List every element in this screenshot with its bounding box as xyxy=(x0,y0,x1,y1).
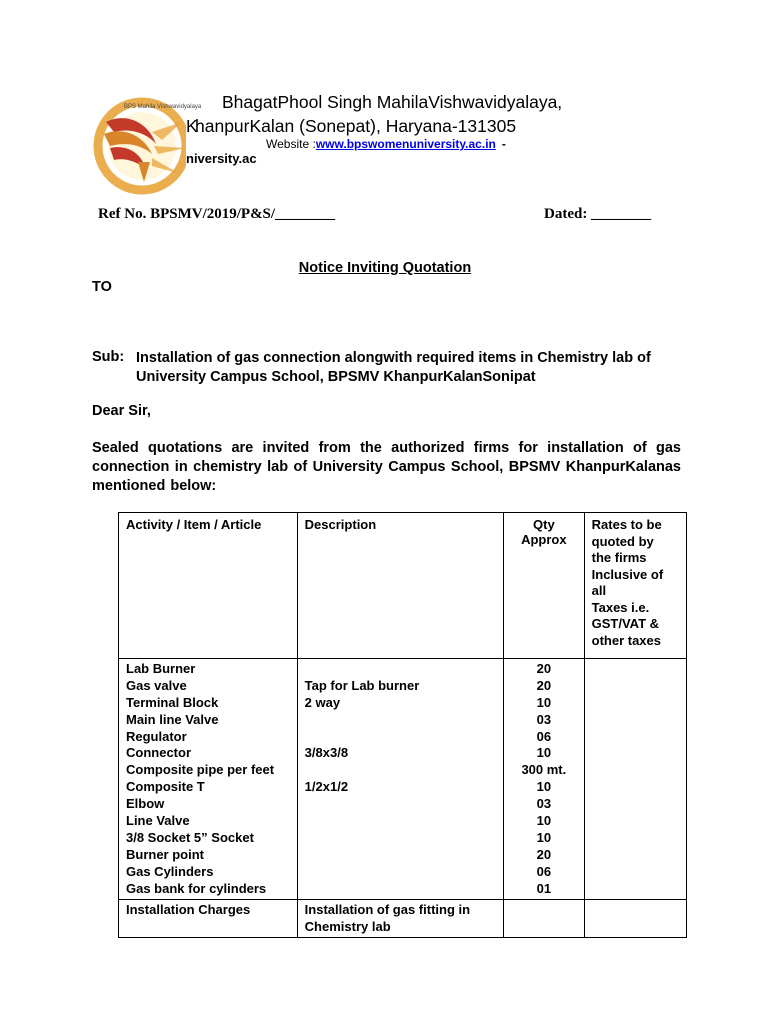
item-description: 2 way xyxy=(304,694,341,710)
items-table xyxy=(118,512,687,938)
item-name: 3/8 Socket 5” Socket xyxy=(126,829,254,845)
item-description xyxy=(305,881,496,898)
notice-title: Notice Inviting Quotation xyxy=(298,260,472,276)
item-qty: 03 xyxy=(536,796,552,812)
item-qty: 03 xyxy=(536,711,552,727)
installation-rate xyxy=(584,900,686,938)
installation-item: Installation Charges xyxy=(119,900,298,938)
item-name: Connector xyxy=(126,745,191,761)
installation-qty xyxy=(504,900,585,938)
item-name: Regulator xyxy=(126,728,187,744)
header-rates-line: Taxes i.e. xyxy=(591,599,650,615)
website-link[interactable]: www.bpswomenuniversity.ac.in xyxy=(315,137,496,151)
header-qty xyxy=(504,513,585,659)
item-qty: 300 mt. xyxy=(521,762,567,778)
university-address xyxy=(186,116,516,137)
item-name: Composite T xyxy=(126,779,205,795)
item-name: Gas Cylinders xyxy=(126,863,214,879)
item-description xyxy=(305,712,496,729)
header-rates-line: the firms xyxy=(591,550,647,565)
item-name: Gas valve xyxy=(126,677,187,693)
subject-label: Sub: xyxy=(92,349,125,365)
body-paragraph: Sealed quotations are invited from the authorized firms for installation of gas connection in chemistry lab of University Campus School, BPSMV KhanpurKalanas mentioned below: xyxy=(92,440,681,494)
item-description: 3/8x3/8 xyxy=(304,745,349,761)
university-name: BhagatPhool Singh MahilaVishwavidyalaya, xyxy=(222,92,563,112)
website-label: Website : xyxy=(266,137,316,151)
item-name: Line Valve xyxy=(126,813,190,829)
item-qty: 06 xyxy=(536,863,552,879)
item-qty: 06 xyxy=(536,728,552,744)
address-text: hanpurKalan (Sonepat), Haryana-131305 xyxy=(195,116,517,136)
rates-column xyxy=(584,659,686,900)
header-description: Description xyxy=(297,513,503,659)
header-rates-line: GST/VAT & xyxy=(591,616,660,631)
item-qty: 01 xyxy=(536,880,552,896)
item-description xyxy=(305,847,496,864)
item-qty: 10 xyxy=(536,829,552,845)
items-column xyxy=(119,659,298,900)
table-header-row xyxy=(119,513,687,659)
item-description xyxy=(305,813,496,830)
installation-description xyxy=(297,900,503,938)
header-rates-line: Rates to be xyxy=(591,517,662,532)
table-row-installation xyxy=(119,900,687,938)
item-qty: 20 xyxy=(536,677,552,693)
item-description: 1/2x1/2 xyxy=(304,779,349,795)
header-rates-line: quoted by xyxy=(591,533,654,549)
item-qty: 10 xyxy=(536,694,552,710)
university-logo xyxy=(86,92,202,196)
item-qty: 10 xyxy=(536,745,552,761)
item-qty: 20 xyxy=(536,846,552,862)
item-qty: 10 xyxy=(536,779,552,795)
item-name: Terminal Block xyxy=(126,694,219,710)
installation-description-line: Installation of gas fitting in xyxy=(304,902,471,918)
address-clipped-letter: K xyxy=(186,116,198,136)
table-row-items xyxy=(119,659,687,900)
header-rates-line: Inclusive of xyxy=(591,566,664,582)
subject-text: Installation of gas connection alongwith required items in Chemistry lab of University Campus School, BPSMV KhanpurKalanSonipat xyxy=(136,350,651,385)
header-rates-line: all xyxy=(591,583,607,598)
website-line xyxy=(266,137,506,151)
header-qty-line: Approx xyxy=(521,532,567,547)
dated-field: Dated: ________ xyxy=(544,206,652,222)
header-rates xyxy=(584,513,686,659)
header-qty-line: Qty xyxy=(533,517,555,532)
item-description xyxy=(305,729,496,746)
item-description xyxy=(305,830,496,847)
to-label: TO xyxy=(92,279,112,295)
item-qty: 10 xyxy=(536,813,552,829)
item-description xyxy=(305,661,496,678)
item-name: Gas bank for cylinders xyxy=(126,880,267,896)
installation-description-line: Chemistry lab xyxy=(304,918,391,934)
website-dash: - xyxy=(501,137,506,151)
item-name: Main line Valve xyxy=(126,711,219,727)
qty-column xyxy=(504,659,585,900)
item-name: Burner point xyxy=(126,846,204,862)
descriptions-column xyxy=(297,659,503,900)
item-qty: 20 xyxy=(536,661,552,676)
reference-number: Ref No. BPSMV/2019/P&S/________ xyxy=(98,206,336,222)
website-continuation: niversity.ac xyxy=(186,151,257,166)
item-description xyxy=(305,864,496,881)
item-description xyxy=(305,762,496,779)
salutation: Dear Sir, xyxy=(92,403,151,419)
item-description: Tap for Lab burner xyxy=(304,677,420,693)
item-name: Composite pipe per feet xyxy=(126,762,275,778)
item-description xyxy=(305,796,496,813)
svg-text:BPS Mahila Vishwavidyalaya: BPS Mahila Vishwavidyalaya xyxy=(124,104,202,110)
header-rates-line: other taxes xyxy=(591,632,662,648)
item-name: Elbow xyxy=(126,796,165,812)
header-activity: Activity / Item / Article xyxy=(119,513,298,659)
item-name: Lab Burner xyxy=(126,661,196,676)
